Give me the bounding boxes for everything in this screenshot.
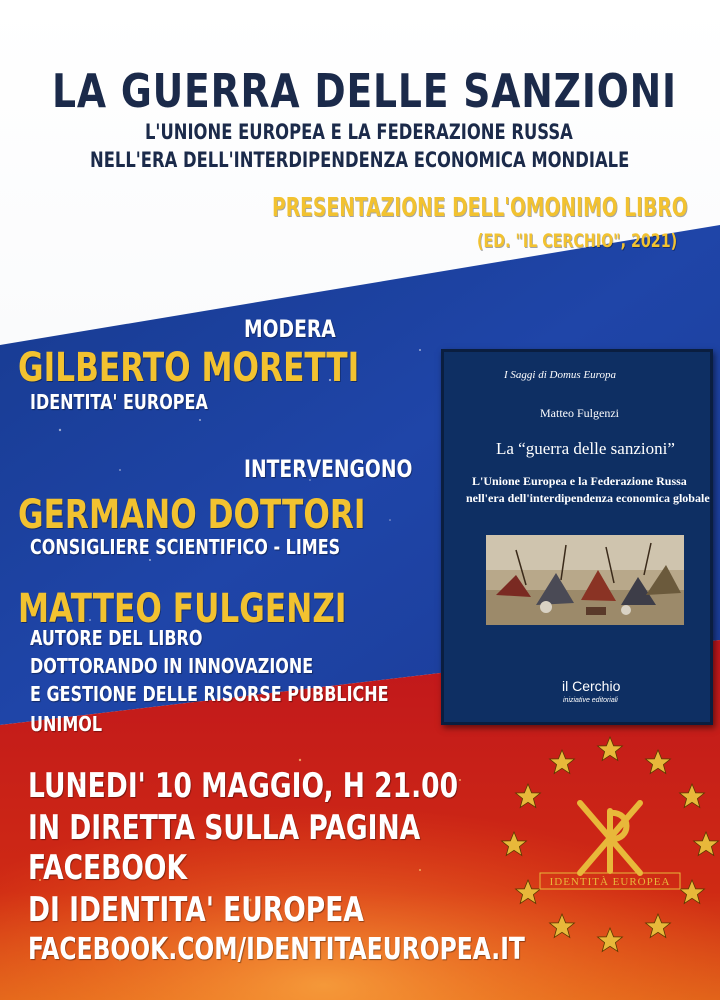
chi-rho-symbol (580, 803, 640, 873)
event-facebook-line: FACEBOOK (28, 848, 188, 888)
book-publisher-sub: iniziative editoriali (563, 697, 618, 704)
moderator-label: MODERA (244, 315, 336, 343)
presentation-label: PRESENTAZIONE DELL'OMONIMO LIBRO (272, 193, 688, 223)
chi-rho-icon (500, 733, 720, 958)
book-subtitle-line2: nell'era dell'interdipendenza economica globale (466, 491, 710, 505)
edition-label: (ED. "IL CERCHIO", 2021) (477, 230, 678, 252)
book-cover (441, 349, 713, 725)
book-title: La “guerra delle sanzioni” (496, 439, 675, 458)
event-page-line: DI IDENTITA' EUROPEA (28, 890, 364, 930)
book-subtitle-line1: L'Unione Europea e la Federazione Russa (472, 474, 687, 488)
speaker-name: GERMANO DOTTORI (18, 492, 366, 538)
speaker-role: UNIMOL (30, 712, 103, 736)
moderator-role: IDENTITA' EUROPEA (30, 390, 208, 414)
moderator-name: GILBERTO MORETTI (18, 345, 360, 391)
poster-subtitle-line1: L'UNIONE EUROPEA E LA FEDERAZIONE RUSSA (145, 120, 573, 144)
poster-title: LA GUERRA DELLE SANZIONI (52, 64, 677, 118)
speaker-role: CONSIGLIERE SCIENTIFICO - LIMES (30, 535, 341, 559)
speaker-role: DOTTORANDO IN INNOVAZIONE (30, 654, 314, 678)
emblem-label: IDENTITÀ EUROPEA (549, 876, 671, 888)
book-author: Matteo Fulgenzi (540, 406, 619, 420)
book-publisher: il Cerchio (562, 678, 621, 694)
speakers-label: INTERVENGONO (244, 455, 413, 483)
book-series: I Saggi di Domus Europa (504, 369, 617, 381)
speaker-role: AUTORE DEL LIBRO (30, 626, 203, 650)
facebook-url-link[interactable]: FACEBOOK.COM/IDENTITAEUROPEA.IT (28, 932, 525, 967)
speaker-name: MATTEO FULGENZI (18, 586, 347, 632)
speaker-role: E GESTIONE DELLE RISORSE PUBBLICHE (30, 682, 389, 706)
event-live-line: IN DIRETTA SULLA PAGINA (28, 808, 421, 848)
poster-subtitle-line2: NELL'ERA DELL'INTERDIPENDENZA ECONOMICA MONDIALE (90, 148, 630, 172)
event-date: LUNEDI' 10 MAGGIO, H 21.00 (28, 766, 459, 806)
book-battle-painting (486, 535, 684, 625)
